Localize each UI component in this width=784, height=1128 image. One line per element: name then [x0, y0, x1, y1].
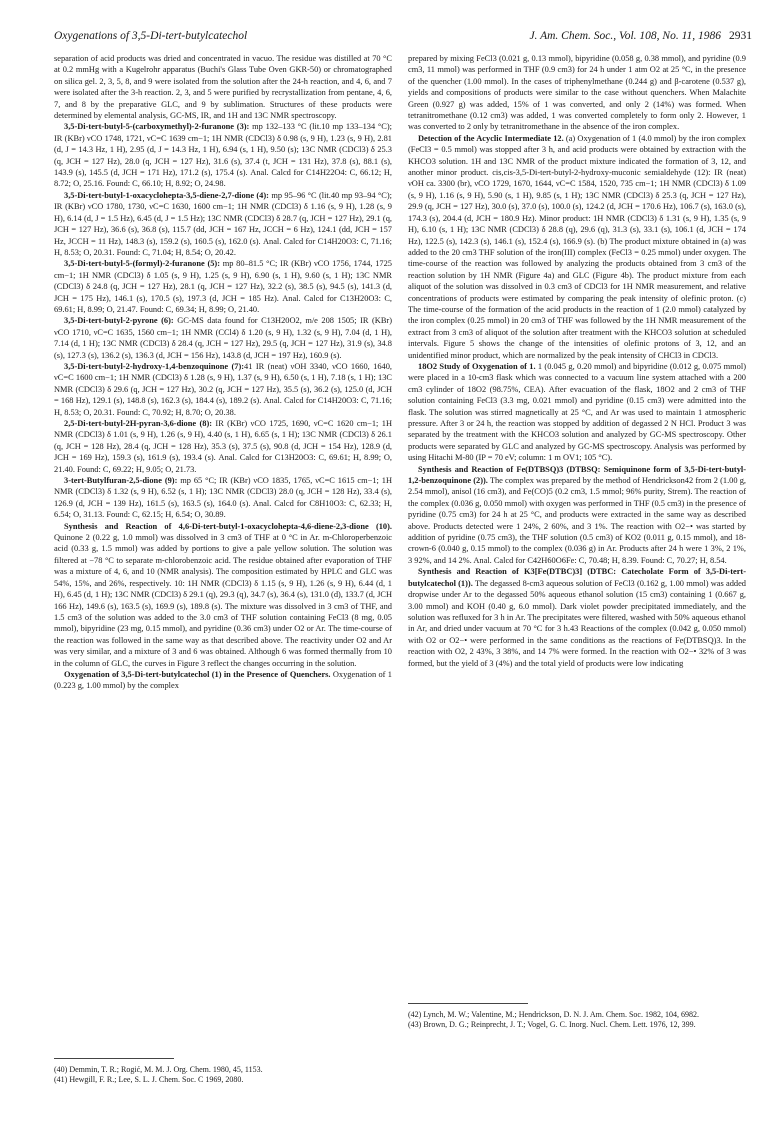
paragraph-text: IR (KBr) νCO 1725, 1690, νC=C 1620 cm−1; 1H NMR (CDCl3) δ 1.01 (s, 9 H), 1.26 (s, 9 H), 4.40 (s, 1 H), 6.65 (s, 1 H); 13C NMR (CDCl3) δ 26.1 (q, JCH = 128 Hz), 28.4 (q, JCH = 128 Hz), 35.3 (s), 37.5 (s), 90.8 (d, JCH = 154 Hz), 128.9 (d, JCH = 169 Hz), 159.3 (s), 161.9 (s), 193.4 (s). Anal. Calcd for C13H20O3: C, 69.61; H, 8.99; O, 21.40. Found: C, 69.22; H, 9.05; O, 21.73.: [54, 419, 392, 474]
paragraph-head: 3-tert-Butylfuran-2,5-dione (9):: [64, 476, 178, 486]
paragraph: [408, 133, 746, 361]
paragraph-text: 1 (0.045 g, 0.20 mmol) and bipyridine (0.012 g, 0.075 mmol) were placed in a 10-cm3 flask which was connected to a vacuum line system attached with a 200 cm3 cylinder of 18O2 (98.75%, CEA). After evacuation of the flask, 18O2 and 2 cm3 of THF solution containing FeCl3 (3.3 mg, 0.021 mmol) and pyridine (0.15 cm3) were admitted into the flask. The solution was stirred magnetically at 25 °C, and Ar was used to maintain 1 atmospheric pressure. After 3 or 24 h, the reaction was stopped by addition of degassed 2 N HCl. Product 3 was separated by the treatment with the KHCO3 solution and analyzed by GC-MS spectroscopy. Other products were separated by GLC and analyzed by GC-MS spectroscopy. Analysis was performed by using Hitachi M-80 (IP = 70 eV; column: 1 m OV1; 105 °C).: [408, 361, 746, 463]
paragraph-text: mp 95–96 °C (lit.40 mp 93–94 °C); IR (KBr) νCO 1780, 1730, νC=C 1630, 1600 cm−1; 1H NMR (CDCl3) δ 1.16 (s, 9 H), 1.28 (s, 9 H), 6.14 (d, J = 1.5 Hz), 6.45 (d, J = 1.5 Hz); 13C NMR (CDCl3) δ 28.7 (q, JCH = 127 Hz), 29.1 (q, JCH = 127 Hz), 36.6 (s), 36.8 (s), 115.7 (dd, JCH = 167 Hz, JCCH = 6 Hz), 124.1 (dd, JCH = 157 Hz, JCCH = 11 Hz), 148.3 (s), 159.2 (s), 160.5 (s), 162.0 (s). Anal. Calcd for C14H20O3: C, 71.16; H, 8.53; O, 20.31. Found: C, 71.04; H, 8.54; O, 20.42.: [54, 190, 392, 257]
paragraph-text: Quinone 2 (0.22 g, 1.0 mmol) was dissolved in 3 cm3 of THF at 0 °C in Ar. m-Chloroperbenzoic acid (0.33 g, 1.5 mmol) was added by portions to give a pale yellow solution. The solution was filtered at −78 °C to separate m-chlorobenzoic acid. The residue obtained after evaporation of THF was a mixture of 4, 6, and 10 (NMR analysis). The composition estimated by HPLC and GLC was 54%, 15%, and 26%, respectively. 10: 1H NMR (CDCl3) δ 1.15 (s, 9 H), 1.26 (s, 9 H), 6.44 (d, 1 H), 6.45 (d, 1 H); 13C NMR (CDCl3) δ 29.1 (q), 29.3 (q), 34.7 (s), 36.4 (s), 131.0 (d), 133.7 (d, JCH 166 Hz), 149.6 (s), 163.5 (s), 169.9 (s), 189.8 (s). The mixture was dissolved in 3 cm3 of THF, and 1.5 cm3 of the solution was added to the 3.0 cm3 of THF solution containing FeCl3 (8 mg, 0.05 mmol), bipyridine (23 mg, 0.15 mmol), and pyridine (0.36 cm3) under O2 or Ar. The time-course of the reaction was followed in the same way as that described above. The reactivity under O2 and Ar was very similar, and a mixture of 3 and 6 was obtained. Although 6 was formed thermally from 10 in the column of GLC, the curves in Figure 3 reflect the changes occurring in the solution.: [54, 533, 392, 668]
paragraph-text: GC-MS data found for C13H20O2, m/e 208 1505; IR (KBr) νCO 1710, νC=C 1635, 1560 cm−1; 1H NMR (CCl4) δ 1.20 (s, 9 H), 1.32 (s, 9 H), 7.04 (d, 1 H), 7.14 (d, 1 H); 13C NMR (CDCl3) δ 28.4 (q, JCH = 127 Hz), 29.5 (q, JCH = 127 Hz), 31.9 (s), 34.8 (s), 127.3 (s), 136.2 (s), 136.3 (d, JCH = 156 Hz), 143.8 (d, JCH = 197 Hz), 160.9 (s).: [54, 316, 392, 360]
paragraph-head: Oxygenation of 3,5-Di-tert-butylcatechol (1) in the Presence of Quenchers.: [64, 669, 331, 679]
footnote-rule-right: [408, 1003, 528, 1004]
paragraph: [408, 53, 746, 133]
paragraph: [54, 121, 392, 189]
journal-citation: [529, 30, 752, 42]
paragraph-head: 2,5-Di-tert-butyl-2H-pyran-3,6-dione (8):: [64, 419, 213, 428]
paragraph: [54, 475, 392, 521]
left-column: [54, 53, 392, 1095]
paragraph-text: mp 80–81.5 °C; IR (KBr) νCO 1756, 1744, 1725 cm−1; 1H NMR (CDCl3) δ 1.05 (s, 9 H), 1.25 (s, 9 H), 6.90 (s, 1 H), 9.60 (s, 1 H); 13C NMR (CDCl3) δ 24.8 (q, JCH = 127 Hz), 28.1 (q, JCH = 127 Hz), 32.2 (s), 38.5 (s), 94.5 (s), 141.3 (d, JCH = 175 Hz), 146.1 (s), 170.5 (s), 197.3 (d, JCH = 185 Hz). Anal. Calcd for C13H20O3: C, 69.61; H, 8.99; O, 21.47. Found: C, 69.34; H, 8.99; O, 21.40.: [54, 259, 392, 314]
paragraph: [54, 418, 392, 475]
paragraph-head: 3,5-Di-tert-butyl-5-(carboxymethyl)-2-furanone (3):: [64, 122, 250, 132]
footnote: (41) Hewgill, F. R.; Lee, S. L. J. Chem. Soc. C 1969, 2080.: [54, 1075, 244, 1085]
paragraph-text: 41 IR (neat) νOH 3340, νCO 1660, 1640, νC=C 1600 cm−1; 1H NMR (CDCl3) δ 1.28 (s, 9 H), 1.37 (s, 9 H), 6.50 (s, 1 H), 7.18 (s, 1 H); 13C NMR (CDCl3) δ 29.6 (q, JCH = 127 Hz), 30.2 (q, JCH = 127 Hz), 35.5 (s), 36.2 (s), 125.0 (d, JCH = 168 Hz), 129.1 (s), 148.8 (s), 162.3 (s), 184.4 (s), 189.2 (s). Anal. Calcd for C14H20O3: C, 71.16; H, 8.53; O, 20.31. Found: C, 70.92; H, 8.70; O, 20.38.: [54, 361, 392, 417]
paragraph-head: Synthesis and Reaction of 4,6-Di-tert-butyl-1-oxacyclohepta-4,6-diene-2,3-dione (10).: [64, 521, 392, 531]
paragraph-head: 3,5-Di-tert-butyl-2-pyrone (6):: [64, 316, 174, 326]
paragraph-text: mp 65 °C; IR (KBr) νCO 1835, 1765, νC=C 1615 cm−1; 1H NMR (CDCl3) δ 1.32 (s, 9 H), 6.52 (s, 1 H); 13C NMR (CDCl3) 28.0 (q, JCH = 128 Hz), 33.4 (s), 126.9 (d, JCH = 139 Hz), 161.5 (s), 163.5 (s), 164.0 (s). Anal. Calcd for C8H10O3: C, 62.33; H, 6.54; O, 31.13. Found: C, 62.15; H, 6.54; O, 30.89.: [54, 476, 392, 520]
paragraph: [54, 521, 392, 669]
paragraph-text: The complex was prepared by the method of Hendrickson42 from 2 (1.00 g, 2.54 mmol), anisol (16 cm3), and Fe(CO)5 (0.2 cm3, 1.5 mmol; 96% purity, Strem). The reaction of the complex (0.036 g, 0.050 mmol) with oxygen was performed in THF (0.5 cm3) in the presence of pyridine (0.75 cm3) for 24 h at 25 °C, and products were extracted in the same way as described above. Products detected were 1 24%, 2 60%, and 3 1%. The reaction with O2−• was started by addition of pyridine (0.75 cm3), the THF solution (0.5 cm3) of KO2 (0.011 g, 0.15 mmol), and 18-crown-6 (0.040 g, 0.15 mmol) to the complex (0.036 g) in Ar. Products after 24 h were 1 3%, 2 1%, 3 92%, and 14 2%. Anal. Calcd for C42H60O6Fe: C, 70.48; H, 8.39. Found: C, 70.27; H, 8.54.: [408, 476, 746, 565]
paragraph-text: mp 132–133 °C (lit.10 mp 133–134 °C); IR (KBr) νCO 1748, 1721, νC=C 1639 cm−1; 1H NMR (CDCl3) δ 0.98 (s, 9 H), 1.23 (s, 9 H), 2.81 (d, J = 14.3 Hz, 1 H), 2.95 (d, J = 14.3 Hz, 1 H), 6.94 (s, 1 H), 9.50 (s); 13C NMR (CDCl3) δ 25.3 (q, JCH = 127 Hz), 28.0 (q, JCH = 127 Hz), 31.6 (s), 37.4 (t, JCH = 131 Hz), 37.8 (s), 88.1 (s), 143.9 (s), 145.5 (d, JCH = 171 Hz), 171.2 (s), 175.4 (s). Anal. Calcd for C14H22O4: C, 66.12; H, 8.72; O, 25.16. Found: C, 66.10; H, 8.92; O, 24.98.: [54, 122, 392, 189]
paragraph: [408, 361, 746, 464]
paragraph: [408, 464, 746, 567]
paragraph: [54, 361, 392, 418]
paragraph-head: 3,5-Di-tert-butyl-5-(formyl)-2-furanone (5):: [64, 259, 220, 269]
paragraph: [54, 669, 392, 692]
paragraph: [54, 258, 392, 315]
paragraph-text: Oxygenation of 1 (0.223 g, 1.00 mmol) by the complex: [54, 669, 392, 691]
footnote-rule-left: [54, 1058, 174, 1059]
paragraph-text: prepared by mixing FeCl3 (0.021 g, 0.13 mmol), bipyridine (0.058 g, 0.38 mmol), and pyridine (0.9 cm3, 11 mmol) was performed in THF (0.9 cm3) for 24 h under 1 atm O2 at 25 °C, in the presence of the quencher (1.00 mmol). In the cases of triphenylmethane (0.244 g) and β-carotene (0.537 g), yields and compositions of products were similar to the case without quenchers. When Malachite Green (0.927 g) was added, 15% of 1 was converted, and only 2 (14%) was formed. When tetranitromethane (0.12 cm3) was added, 1 was converted completely to form only 2. However, 1 was converted to 2 only by tetranitromethane in the absence of the iron complex.: [408, 54, 746, 132]
paragraph-text: The degassed 8-cm3 aqueous solution of FeCl3 (0.162 g, 1.00 mmol) was added dropwise under Ar to the degassed 50% aqueous ethanol solution (15 cm3) containing 1 (0.667 g, 3.00 mmol) and KOH (0.40 g, 6.0 mmol). Dark violet powder precipitated immediately, and the solution was refluxed for 3 h in Ar. The precipitates were filtered, washed with 50% aqueous ethanol in Ar, and dried under vacuum at 70 °C for 3 h.43 Reactions of the complex (0.042 g, 0.050 mmol) with O2 or O2−• were performed in the same conditions as the reactions of Fe(DTBSQ)3. In the reaction with O2, 2 43%, 3 38%, and 14 7% were formed. In the reaction with O2−• 32% of 3 was formed, but the yield of 3 (4%) and the total yield of products were low indicating: [408, 578, 746, 668]
paragraph-text: (a) Oxygenation of 1 (4.0 mmol) by the iron complex (FeCl3 = 0.5 mmol) was stopped after 3 h, and acid products were obtained by extraction with the KHCO3 solution. 1H and 13C NMR of the product mixture indicated the formation of 3, 12, and another minor product. cis,cis-3,5-Di-tert-butyl-2-hydroxy-muconic semialdehyde (12): IR (neat) νOH ca. 3300 (br), νCO 1729, 1670, 1644, νC=C 1584, 1520, 735 cm−1; 1H NMR (CDCl3) δ 1.09 (s, 9 H), 1.16 (s, 9 H), 5.90 (s, 1 H), 9.85 (s, 1 H); 13C NMR (CDCl3) δ 25.3 (q, JCH = 127 Hz), 29.9 (q, JCH = 127 Hz), 30.0 (s), 37.0 (s), 100.0 (s), 124.2 (d, JCH = 170.6 Hz), 106.7 (s), 163.0 (s), 174.3 (s), 204.4 (d, JCH = 180.9 Hz). Minor product: 1H NMR (CDCl3) δ 1.31 (s, 9 H), 1.35 (s, 9 H), 6.10 (s, 1 H); 13C NMR (CDCl3) δ 28.8 (q), 29.6 (q), 31.3 (s), 33.1 (s), 106.1 (d, JCH = 174 Hz), 122.5 (s), 142.3 (s), 146.1 (s), 152.4 (s), 166.9 (s). (b) The product mixture obtained in (a) was added to the 20 cm3 THF solution of the iron(III) complex (FeCl3 = 0.25 mmol) under oxygen. The time-course of the reaction was followed by analyzing the products obtained from 3 cm3 of the reaction solution by 1H NMR (Figure 4a) and GLC (Figure 4b). The product mixture from each aliquot of the solution was dissolved in 0.3 cm3 of CDCl3 for 1H NMR measurement, and relative concentrations of products were estimated by comparing the peak intensity of olefinic proton. (c) The time-course of the formation of the acid products in the reaction of 1 (2.0 mmol) catalyzed by the iron complex (0.25 mmol) in 20 cm3 of THF was followed by the 1H NMR measurement of the extract from 3 cm3 of aliquot of the solution after treatment with the KHCO3 solution at scheduled intervals. Figure 5 shows the change of the intensities of olefinic protons of 3, 12, and an unidentified minor product, which are normalized by the peak intensity of CHCl3 in CDCl3.: [408, 133, 746, 360]
page-number: 2931: [729, 30, 752, 42]
paragraph: [54, 190, 392, 258]
running-title: Oxygenations of 3,5-Di-tert-butylcatechol: [54, 30, 248, 42]
footnote: (42) Lynch, M. W.; Valentine, M.; Hendrickson, D. N. J. Am. Chem. Soc. 1982, 104, 6982.: [408, 1010, 699, 1019]
footnotes-right: [408, 1010, 746, 1030]
right-column: [408, 53, 746, 988]
footnote: (40) Demmin, T. R.; Rogić, M. M. J. Org. Chem. 1980, 45, 1153.: [54, 1065, 263, 1074]
paragraph-head: Synthesis and Reaction of Fe(DTBSQ)3 (DTBSQ: Semiquinone form of 3,5-Di-tert-butyl-1,2-benzoquinone (2)).: [408, 464, 746, 486]
paragraph: [408, 566, 746, 669]
paragraph-head: 3,5-Di-tert-butyl-1-oxacyclohepta-3,5-diene-2,7-dione (4):: [64, 190, 269, 200]
paragraph-text: separation of acid products was dried and concentrated in vacuo. The residue was distilled at 70 °C at 0.2 mmHg with a Kugelrohr apparatus (Buchi's Glass Tube Oven GKR-50) or chromatographed on silica gel. 2, 3, 5, 8, and 9 were isolated from the solution after the 24-h reaction, and 4, 6, and 7 were isolated after the 3-h reaction. 2, 3, and 5 were purified by recrystallization from pentane, 4, 6, 7, and 8 by the preparative GLC, and 9 by sublimation. Structures of these products were determined by elemental analysis, GC-MS, IR, and 1H and 13C NMR spectroscopy.: [54, 54, 392, 121]
footnotes-left: [54, 1065, 392, 1085]
journal-name: J. Am. Chem. Soc., Vol. 108, No. 11, 1986: [529, 30, 721, 42]
paragraph-head: Synthesis and Reaction of K3[Fe(DTBC)3] (DTBC: Catecholate Form of 3,5-Di-tert-butylcatechol (1)).: [408, 567, 746, 588]
paragraph-head: 18O2 Study of Oxygenation of 1.: [418, 361, 536, 371]
paragraph: [54, 53, 392, 121]
paragraph-head: Detection of the Acyclic Intermediate 12.: [418, 133, 564, 143]
footnote: (43) Brown, D. G.; Reinprecht, J. T.; Vogel, G. C. Inorg. Nucl. Chem. Lett. 1976, 12, 399.: [408, 1020, 696, 1030]
paragraph-head: 3,5-Di-tert-butyl-2-hydroxy-1,4-benzoquinone (7):: [64, 361, 245, 371]
paragraph: [54, 315, 392, 361]
